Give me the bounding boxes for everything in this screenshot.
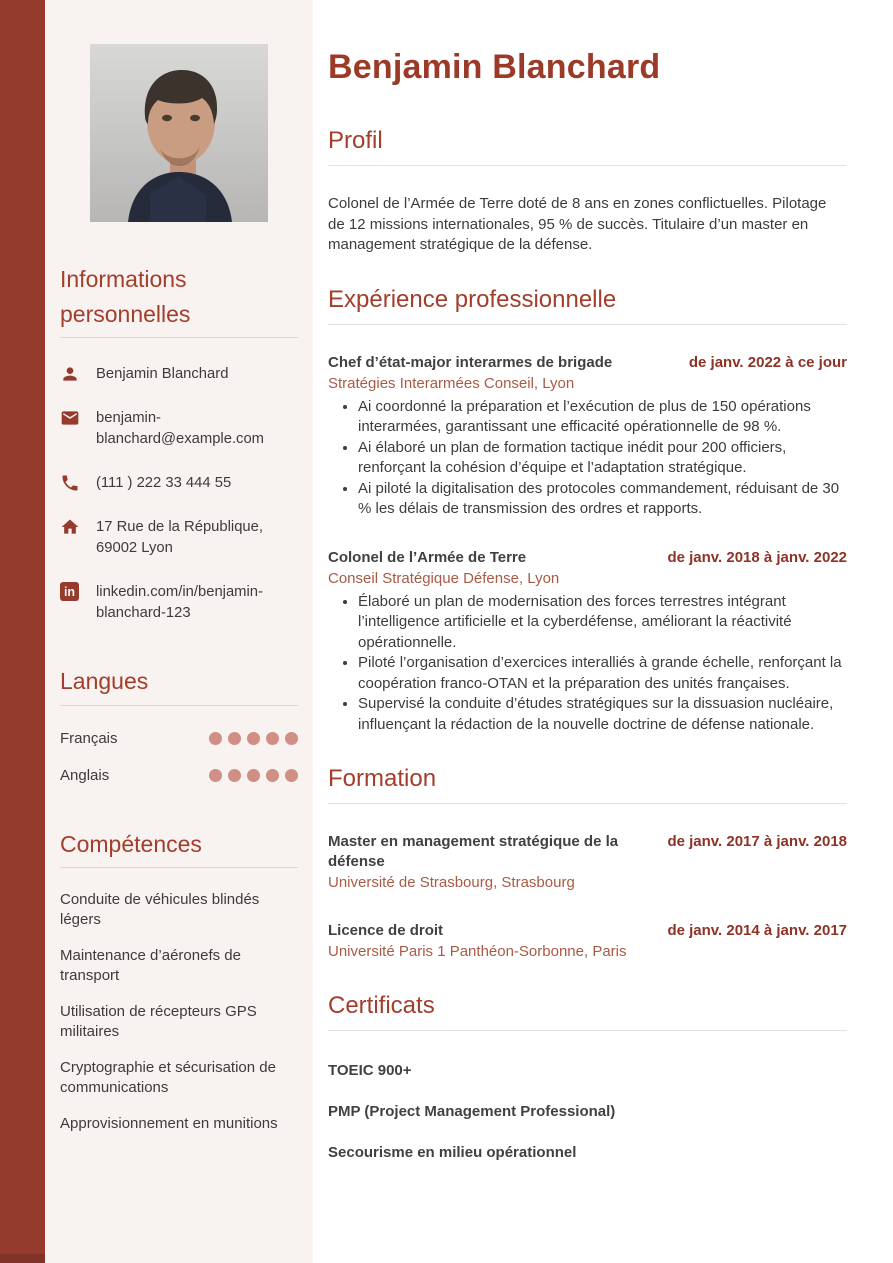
sidebar — [45, 0, 313, 1263]
job-header — [328, 548, 847, 568]
profile-photo — [90, 44, 268, 222]
education-dates: de janv. 2017 à janv. 2018 — [667, 833, 847, 850]
info-item-email — [60, 408, 298, 450]
accent-strip — [0, 0, 45, 1263]
skill-item: Conduite de véhicules blindés légers — [60, 891, 260, 928]
linkedin-icon: in — [60, 582, 80, 602]
school-name: Université Paris 1 Panthéon-Sorbonne, Paris — [328, 943, 627, 960]
email-value: benjamin-blanchard@example.com — [96, 410, 265, 447]
job-bullet: • Ai coordonné la préparation et l’exécution de plus de 150 opérations interarmées, garantissant une efficacité opérationnelle de 98 %. — [358, 397, 847, 438]
school-name: Université de Strasbourg, Strasbourg — [328, 874, 575, 891]
profile-title: Profil — [328, 127, 383, 154]
phone-value: (111 ) 222 33 444 55 — [96, 475, 232, 491]
skill-item: Maintenance d’aéronefs de transport — [60, 947, 241, 984]
job-dates: de janv. 2022 à ce jour — [688, 353, 847, 371]
job-bullets — [328, 397, 847, 520]
info-item-address — [60, 517, 298, 559]
address-value: 17 Rue de la République, 69002 Lyon — [96, 519, 263, 556]
accent-strip-footer — [0, 1254, 45, 1263]
experience-title: Expérience professionnelle — [328, 285, 617, 313]
email-icon — [60, 408, 80, 428]
divider — [60, 705, 298, 706]
education-entry — [328, 832, 847, 893]
job-role: Chef d’état-major interarmes de brigade — [328, 353, 613, 371]
education-header — [328, 832, 847, 872]
job-bullet: • Élaboré un plan de modernisation des forces terrestres intégrant l’intelligence artificielle et la cyberdéfense, améliorant la réactivité opérationnelle. — [358, 592, 847, 654]
skill-item: Cryptographie et sécurisation de communications — [60, 1059, 276, 1096]
job-header — [328, 353, 847, 373]
degree-name: Licence de droit — [328, 922, 444, 939]
language-row-francais — [60, 728, 298, 750]
phone-icon — [60, 473, 80, 493]
job-entry — [328, 353, 847, 520]
certificate-item: TOEIC 900+ — [328, 1062, 412, 1079]
divider — [60, 867, 298, 868]
full-name-value: Benjamin Blanchard — [96, 366, 229, 382]
job-entry — [328, 548, 847, 736]
personal-info-list — [60, 364, 298, 624]
divider — [328, 324, 847, 325]
language-label: Anglais — [60, 767, 110, 784]
job-bullet: • Supervisé la conduite d’études stratégiques sur la dissuasion nucléaire, influençant la rédaction de la nouvelle doctrine de défense nationale. — [358, 694, 847, 735]
language-row-anglais — [60, 765, 298, 787]
info-item-name — [60, 364, 298, 385]
degree-name: Master en management stratégique de la défense — [328, 833, 619, 870]
section-education — [328, 765, 847, 962]
job-role: Colonel de l’Armée de Terre — [328, 548, 527, 566]
certificates-list — [328, 1061, 847, 1163]
divider — [328, 165, 847, 166]
language-level-dots — [203, 732, 298, 745]
certificate-item: Secourisme en milieu opérationnel — [328, 1144, 577, 1161]
divider — [328, 1030, 847, 1031]
languages-title: Langues — [60, 668, 149, 694]
job-bullet: • Ai élaboré un plan de formation tactique inédit pour 200 officiers, renforçant la cohésion d’équipe et l’adaptation stratégique. — [358, 438, 847, 479]
section-experience — [328, 286, 847, 736]
section-certificates — [328, 992, 847, 1163]
job-bullet: • Piloté l’organisation d’exercices interalliés à grande échelle, renforçant la coopération franco-OTAN et la préparation des unités françaises. — [358, 653, 847, 694]
home-icon — [60, 517, 80, 537]
divider — [328, 803, 847, 804]
info-item-linkedin — [60, 582, 298, 624]
person-icon — [60, 364, 80, 384]
job-bullets — [328, 592, 847, 736]
job-company: Conseil Stratégique Défense, Lyon — [328, 569, 560, 587]
certificate-item: PMP (Project Management Professional) — [328, 1103, 616, 1120]
certificates-title: Certificats — [328, 992, 435, 1019]
education-title: Formation — [328, 765, 437, 792]
skill-item: Approvisionnement en munitions — [60, 1115, 278, 1132]
language-level-dots — [203, 769, 298, 782]
education-dates: de janv. 2014 à janv. 2017 — [667, 922, 847, 939]
section-profile — [328, 127, 847, 256]
main-content — [313, 0, 893, 1163]
education-entry — [328, 921, 847, 962]
education-header — [328, 921, 847, 941]
linkedin-value: linkedin.com/in/benjamin-blanchard-123 — [96, 584, 263, 621]
skills-title: Compétences — [60, 830, 202, 857]
page-title: Benjamin Blanchard — [328, 48, 661, 86]
profile-text: Colonel de l’Armée de Terre doté de 8 ans en zones conflictuelles. Pilotage de 12 missions internationales, 95 % de succès. Titulaire d’un master en management stratégique de la défense. — [328, 195, 827, 253]
info-item-phone — [60, 473, 298, 494]
languages-list — [60, 728, 298, 787]
job-bullet: • Ai piloté la digitalisation des protocoles commandement, réduisant de 30 % les délais de transmission des ordres et rapports. — [358, 479, 847, 520]
skill-item: Utilisation de récepteurs GPS militaires — [60, 1003, 257, 1040]
skills-list — [60, 890, 298, 1134]
personal-info-title: Informations personnelles — [60, 266, 191, 327]
language-label: Français — [60, 730, 118, 747]
job-dates: de janv. 2018 à janv. 2022 — [667, 548, 847, 566]
divider — [60, 337, 298, 338]
job-company: Stratégies Interarmées Conseil, Lyon — [328, 374, 575, 392]
